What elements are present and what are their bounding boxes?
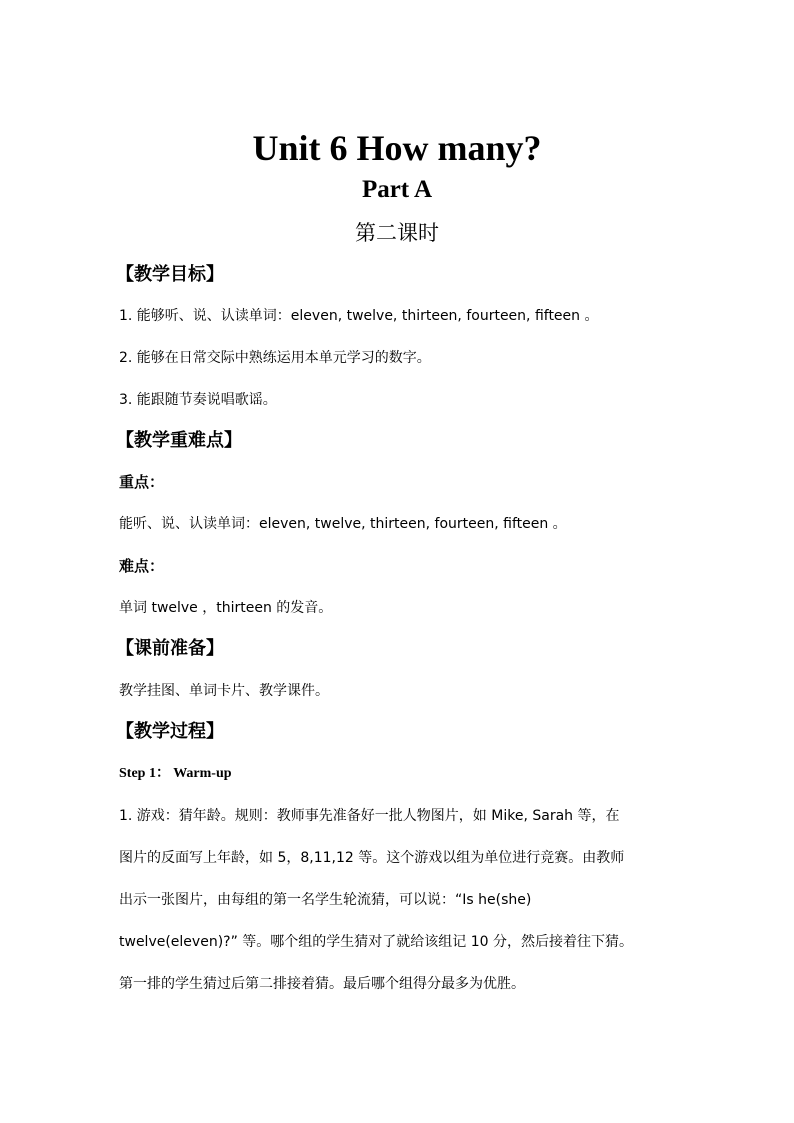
key-label: 重点： <box>119 473 165 491</box>
document-title: Unit 6 How many? <box>252 128 542 168</box>
lesson-label: 第二课时 <box>355 221 439 245</box>
goal-item-1: 1. 能够听、说、认读单词：eleven, twelve, thirteen, fourteen, fifteen 。 <box>119 308 599 324</box>
keypoints-heading: 【教学重难点】 <box>116 430 242 451</box>
goals-heading: 【教学目标】 <box>116 264 224 285</box>
difficult-text: 单词 twelve ，thirteen 的发音。 <box>119 600 333 616</box>
process-line-3: 出示一张图片，由每组的第一名学生轮流猜，可以说：“Is he(she) <box>119 892 532 908</box>
process-line-4: twelve(eleven)?” 等。哪个组的学生猜对了就给该组记 10 分，然后接着往下猜。 <box>119 934 633 950</box>
key-text: 能听、说、认读单词：eleven, twelve, thirteen, fourteen, fifteen 。 <box>119 516 567 532</box>
goal-item-3: 3. 能跟随节奏说唱歌谣。 <box>119 392 277 408</box>
difficult-label: 难点： <box>119 557 165 575</box>
goal-item-2: 2. 能够在日常交际中熟练运用本单元学习的数字。 <box>119 350 431 366</box>
step-1-heading: Step 1： Warm-up <box>119 766 232 781</box>
preparation-heading: 【课前准备】 <box>116 638 224 659</box>
document-subtitle: Part A <box>361 176 433 203</box>
process-heading: 【教学过程】 <box>116 721 224 742</box>
process-line-5: 第一排的学生猜过后第二排接着猜。最后哪个组得分最多为优胜。 <box>119 976 525 992</box>
process-line-1: 1. 游戏：猜年龄。规则：教师事先准备好一批人物图片，如 Mike, Sarah 等，在 <box>119 808 620 824</box>
process-line-2: 图片的反面写上年龄，如 5，8,11,12 等。这个游戏以组为单位进行竞赛。由教师 <box>119 850 625 866</box>
preparation-text: 教学挂图、单词卡片、教学课件。 <box>119 683 329 699</box>
